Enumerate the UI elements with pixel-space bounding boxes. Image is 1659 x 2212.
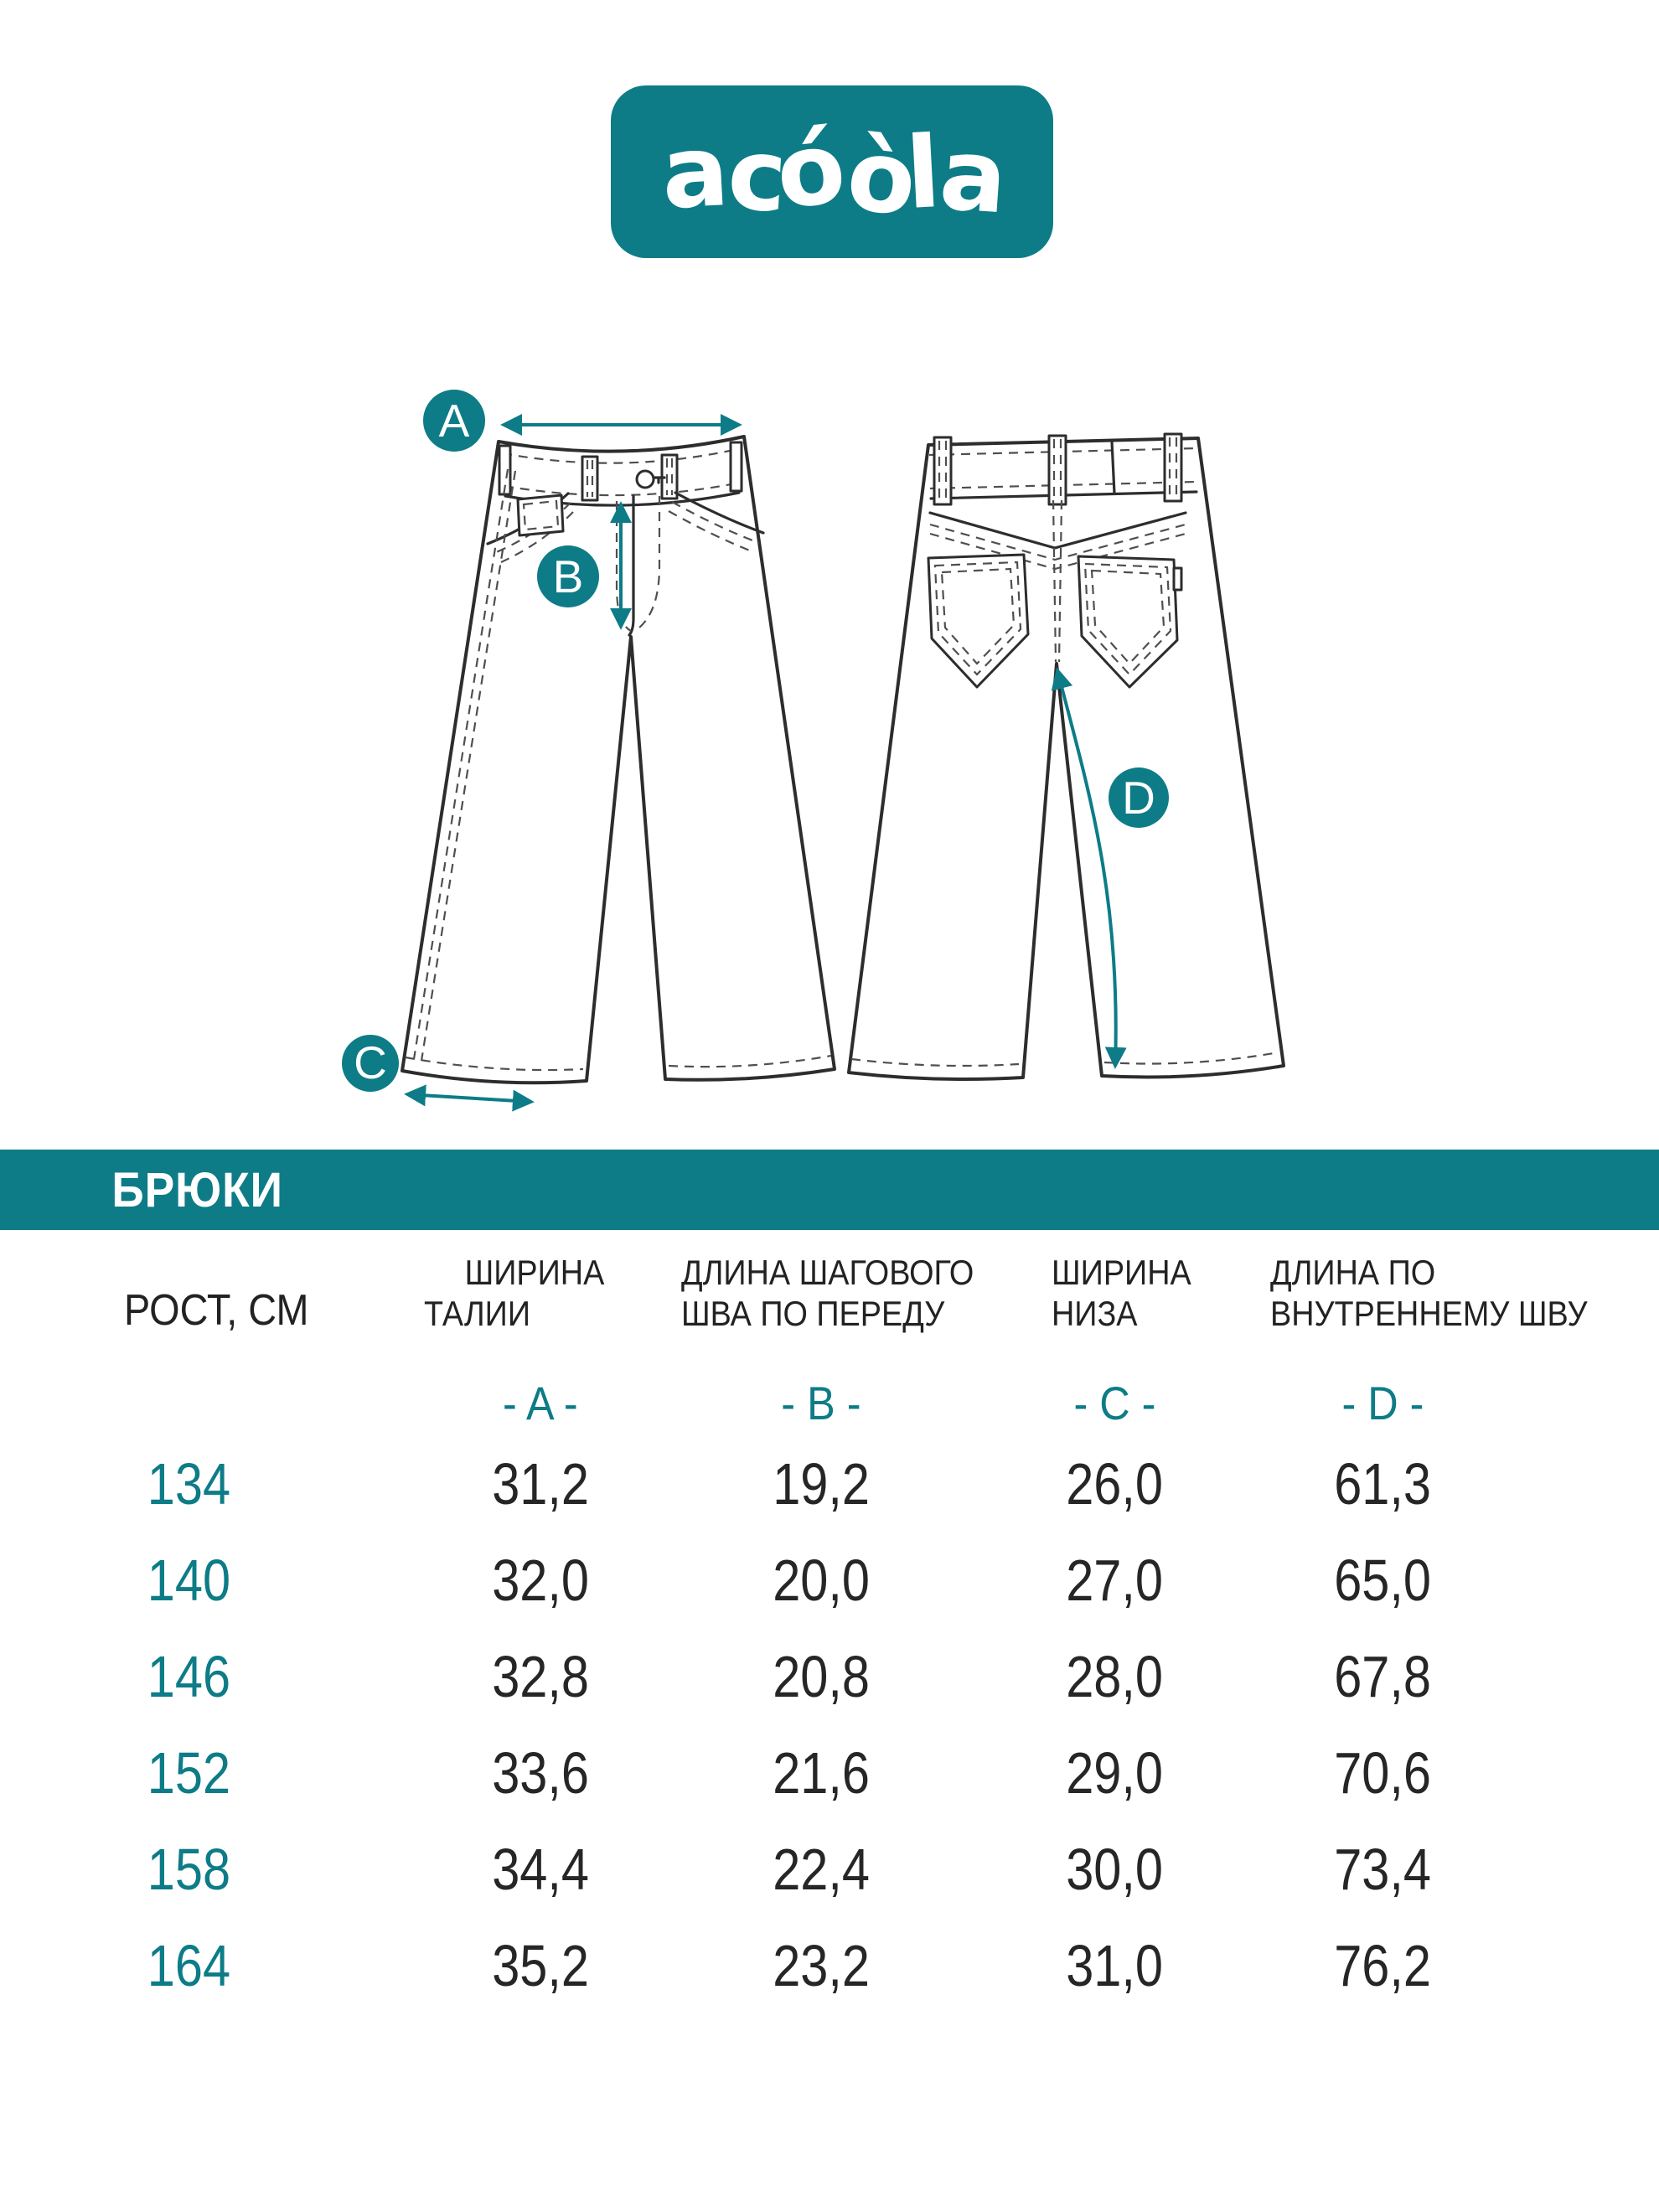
letter-label-a: - A - <box>503 1377 578 1429</box>
value-cell-c: 27,0 <box>1066 1548 1163 1613</box>
value-cell-b: 23,2 <box>773 1933 870 1998</box>
column-header-b: ДЛИНА ШАГОВОГО ШВА ПО ПЕРЕДУ <box>681 1253 974 1333</box>
table-row <box>0 1933 1659 1998</box>
marker-c-label: C <box>354 1036 387 1088</box>
belt-loop <box>1049 436 1066 504</box>
belt-loop <box>731 442 742 491</box>
value-cell-b: 19,2 <box>773 1451 870 1517</box>
size-cell: 164 <box>147 1933 230 1998</box>
marker-a-label: A <box>438 395 470 447</box>
belt-loop <box>1165 434 1181 501</box>
value-cell-a: 35,2 <box>492 1933 589 1998</box>
value-cell-c: 28,0 <box>1066 1644 1163 1709</box>
table-row <box>0 1837 1659 1902</box>
marker-d-label: D <box>1122 772 1155 824</box>
table-row <box>0 1451 1659 1517</box>
column-header-c: ШИРИНА НИЗА <box>1052 1253 1191 1333</box>
value-cell-c: 30,0 <box>1066 1837 1163 1902</box>
section-title-bar <box>0 1150 1659 1230</box>
letter-label-b: - B - <box>781 1377 861 1429</box>
value-cell-b: 20,0 <box>773 1548 870 1613</box>
value-cell-d: 61,3 <box>1334 1451 1431 1517</box>
measure-arrow-c <box>407 1094 531 1102</box>
belt-loop <box>582 457 597 500</box>
value-cell-a: 32,8 <box>492 1644 589 1709</box>
value-cell-b: 20,8 <box>773 1644 870 1709</box>
column-header-d: ДЛИНА ПО ВНУТРЕННЕМУ ШВУ <box>1270 1253 1588 1333</box>
value-cell-d: 70,6 <box>1334 1740 1431 1806</box>
letter-label-d: - D - <box>1341 1377 1424 1429</box>
value-cell-c: 26,0 <box>1066 1451 1163 1517</box>
value-cell-a: 33,6 <box>492 1740 589 1806</box>
marker-b-label: B <box>552 550 584 602</box>
button-icon <box>637 471 654 488</box>
column-header-a: ШИРИНА ТАЛИИ <box>424 1253 605 1333</box>
section-title: БРЮКИ <box>111 1162 283 1217</box>
value-cell-a: 32,0 <box>492 1548 589 1613</box>
table-row <box>0 1644 1659 1709</box>
size-cell: 158 <box>147 1837 230 1902</box>
logo-wordmark: acóòla <box>659 109 1007 238</box>
value-cell-b: 22,4 <box>773 1837 870 1902</box>
brand-tab <box>1174 568 1181 590</box>
size-cell: 140 <box>147 1548 230 1613</box>
trousers-diagram <box>0 377 1659 1131</box>
value-cell-d: 73,4 <box>1334 1837 1431 1902</box>
table-row <box>0 1548 1659 1613</box>
size-cell: 134 <box>147 1451 230 1517</box>
front-outline <box>402 437 835 1083</box>
value-cell-a: 34,4 <box>492 1837 589 1902</box>
letter-label-c: - C - <box>1073 1377 1155 1429</box>
value-cell-d: 67,8 <box>1334 1644 1431 1709</box>
table-row <box>0 1740 1659 1806</box>
brand-logo <box>0 0 1659 302</box>
belt-loop <box>934 437 951 504</box>
value-cell-c: 29,0 <box>1066 1740 1163 1806</box>
back-view <box>849 434 1284 1079</box>
height-column-header: РОСТ, СМ <box>124 1286 309 1335</box>
value-cell-b: 21,6 <box>773 1740 870 1806</box>
front-view <box>402 437 835 1083</box>
size-cell: 152 <box>147 1740 230 1806</box>
value-cell-c: 31,0 <box>1066 1933 1163 1998</box>
value-cell-a: 31,2 <box>492 1451 589 1517</box>
back-outline <box>849 438 1284 1079</box>
size-cell: 146 <box>147 1644 230 1709</box>
value-cell-d: 76,2 <box>1334 1933 1431 1998</box>
value-cell-d: 65,0 <box>1334 1548 1431 1613</box>
